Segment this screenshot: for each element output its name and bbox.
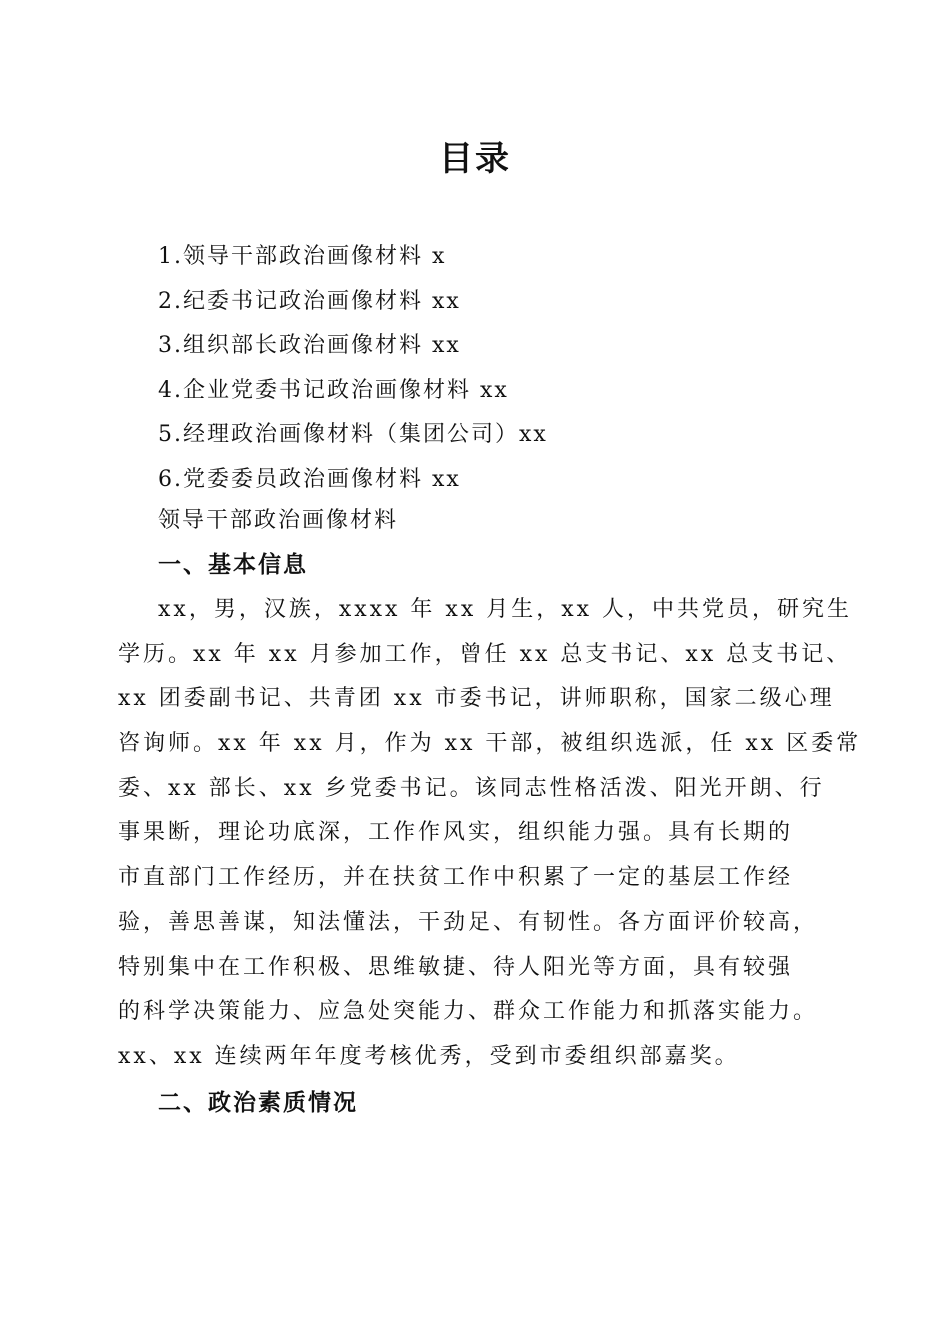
paragraph-line: xx、xx 连续两年年度考核优秀，受到市委组织部嘉奖。: [118, 1043, 740, 1069]
toc-item: 4.企业党委书记政治画像材料 xx: [158, 377, 509, 403]
page-title: 目录: [439, 139, 511, 179]
paragraph-line: 咨询师。xx 年 xx 月，作为 xx 干部，被组织选派，任 xx 区委常: [118, 731, 862, 757]
section-body-basic-info: [118, 588, 862, 1080]
section-heading-basic-info: 一、基本信息: [158, 552, 308, 578]
paragraph-line: 验，善思善谋，知法懂法，干劲足、有韧性。各方面评价较高，: [118, 909, 819, 935]
paragraph-line: 事果断，理论功底深，工作作风实，组织能力强。具有长期的: [118, 820, 794, 846]
paragraph-line: 委、xx 部长、xx 乡党委书记。该同志性格活泼、阳光开朗、行: [118, 775, 825, 801]
toc-item: 6.党委委员政治画像材料 xx: [158, 466, 461, 492]
section-heading-political-quality: 二、政治素质情况: [158, 1090, 358, 1116]
paragraph-line: 市直部门工作经历，并在扶贫工作中积累了一定的基层工作经: [118, 865, 794, 891]
document-subtitle: 领导干部政治画像材料: [158, 508, 399, 533]
paragraph-line: xx 团委副书记、共青团 xx 市委书记，讲师职称，国家二级心理: [118, 686, 835, 712]
toc-item: 3.组织部长政治画像材料 xx: [158, 333, 461, 359]
paragraph-line: 特别集中在工作积极、思维敏捷、待人阳光等方面，具有较强: [118, 954, 794, 980]
table-of-contents: [158, 235, 548, 503]
toc-item: 5.经理政治画像材料（集团公司）xx: [158, 422, 548, 448]
toc-item: 1.领导干部政治画像材料 x: [158, 244, 447, 269]
toc-item: 2.纪委书记政治画像材料 xx: [158, 288, 461, 314]
paragraph-line: xx，男，汉族，xxxx 年 xx 月生，xx 人，中共党员，研究生: [158, 597, 853, 622]
paragraph-line: 学历。xx 年 xx 月参加工作，曾任 xx 总支书记、xx 总支书记、: [118, 641, 852, 667]
paragraph-line: 的科学决策能力、应急处突能力、群众工作能力和抓落实能力。: [118, 999, 819, 1025]
